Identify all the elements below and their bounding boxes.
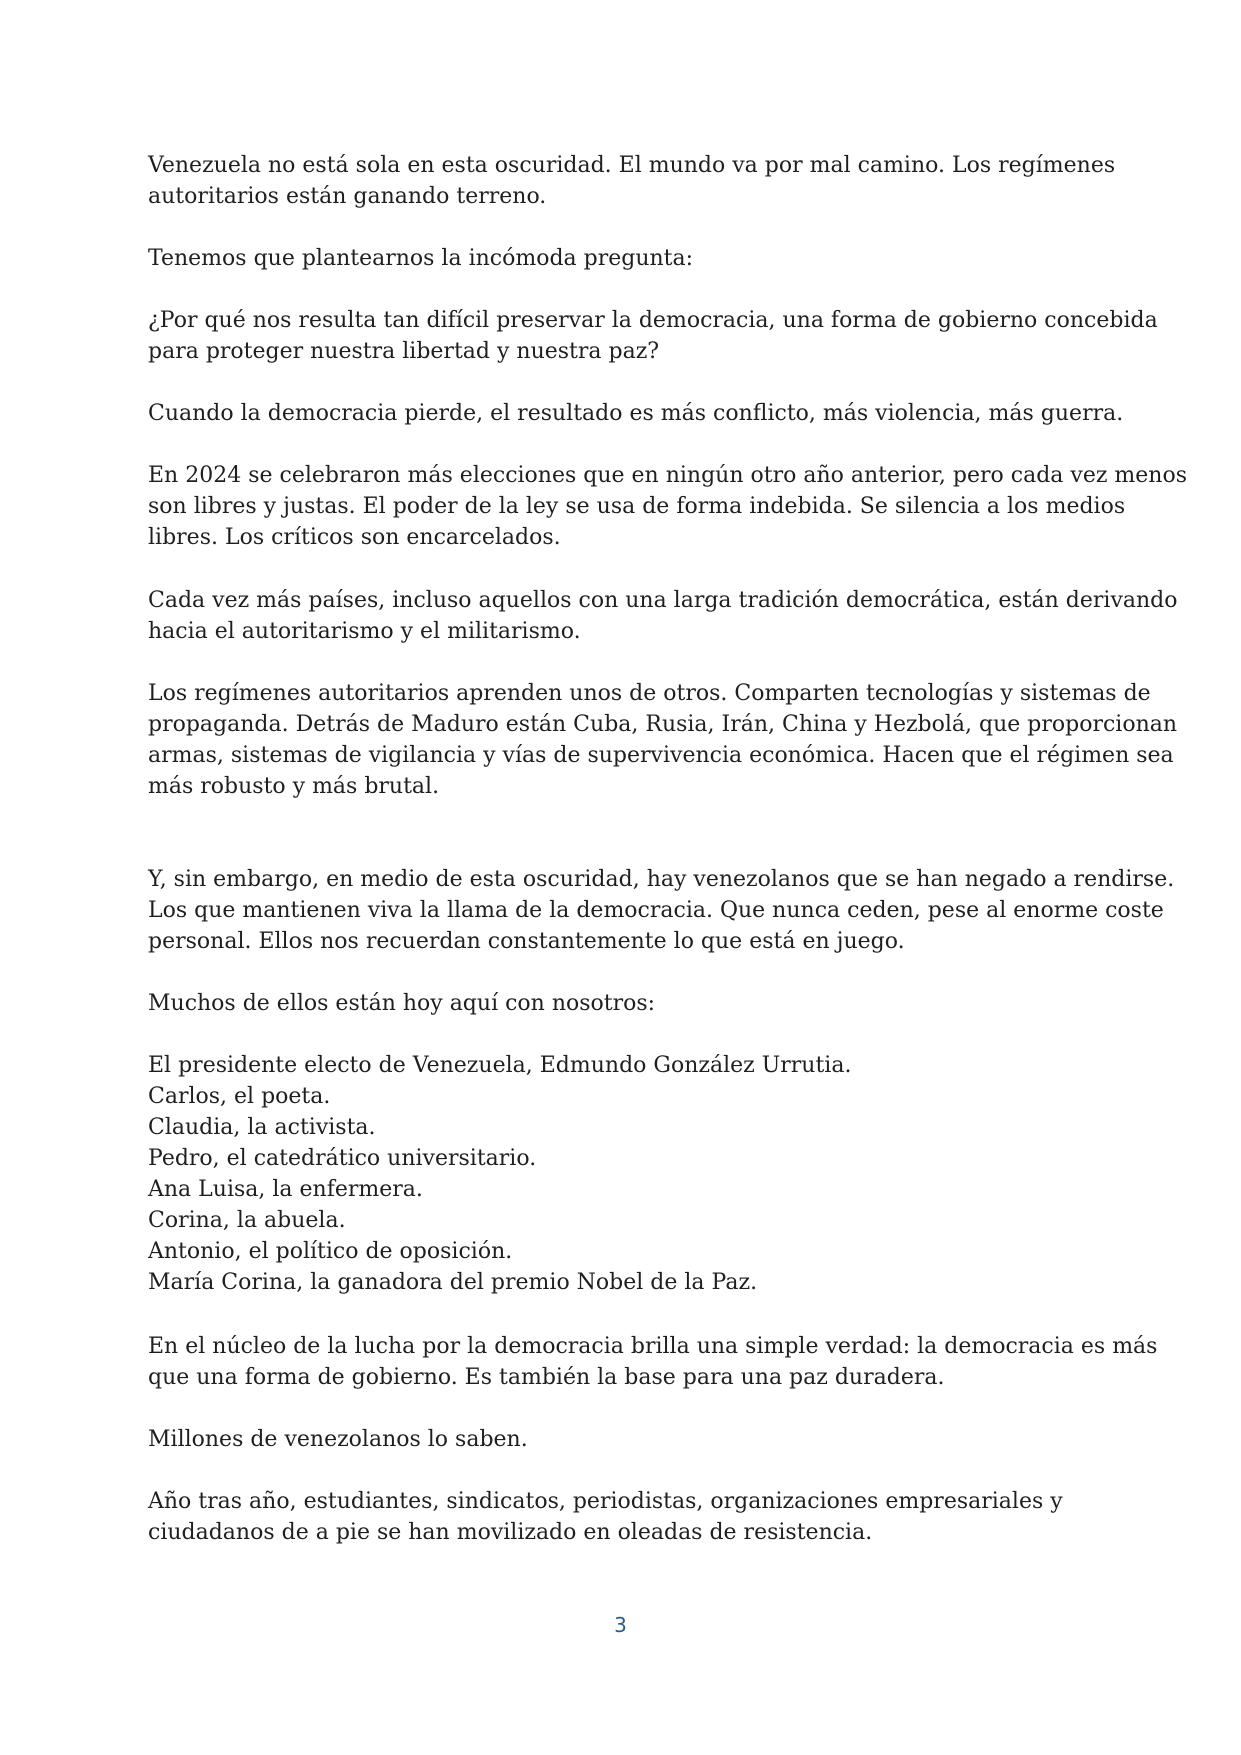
paragraph-line: Y, sin embargo, en medio de esta oscuridad, hay venezolanos que se han negado a rendirse. [148, 867, 1175, 892]
paragraph-line: En el núcleo de la lucha por la democracia brilla una simple verdad: la democracia es más [148, 1334, 1158, 1359]
paragraph-line: Los que mantienen viva la llama de la democracia. Que nunca ceden, pese al enorme coste [148, 898, 1164, 923]
paragraph-line: armas, sistemas de vigilancia y vías de supervivencia económica. Hacen que el régimen sea [148, 743, 1174, 768]
page-number: 3 [614, 1613, 627, 1637]
paragraph-line: libres. Los críticos son encarcelados. [148, 525, 561, 550]
list-item: Ana Luisa, la enfermera. [148, 1177, 423, 1202]
paragraph-4 [148, 398, 1124, 429]
paragraph-12 [148, 1424, 1108, 1455]
paragraph-line: hacia el autoritarismo y el militarismo. [148, 619, 581, 644]
paragraph-8 [148, 864, 1175, 957]
paragraph-9 [148, 988, 1108, 1019]
paragraph-line: más robusto y más brutal. [148, 774, 440, 799]
paragraph-5 [148, 460, 1188, 553]
paragraph-line: propaganda. Detrás de Maduro están Cuba, Rusia, Irán, China y Hezbolá, que proporcionan [148, 712, 1178, 737]
paragraph-line: Los regímenes autoritarios aprenden unos de otros. Comparten tecnologías y sistemas de [148, 681, 1151, 706]
paragraph-3 [148, 305, 1158, 367]
paragraph-line: Año tras año, estudiantes, sindicatos, periodistas, organizaciones empresariales y [148, 1489, 1063, 1514]
paragraph-line: para proteger nuestra libertad y nuestra paz? [148, 339, 660, 364]
list-item: Antonio, el político de oposición. [148, 1239, 513, 1264]
paragraph-2 [148, 243, 1108, 274]
paragraph-line: Tenemos que plantearnos la incómoda pregunta: [148, 246, 694, 271]
paragraph-1 [148, 150, 1116, 212]
paragraph-line: autoritarios están ganando terreno. [148, 184, 547, 209]
paragraph-line: Cuando la democracia pierde, el resultado es más conflicto, más violencia, más guerra. [148, 401, 1124, 426]
list-item: María Corina, la ganadora del premio Nobel de la Paz. [148, 1270, 758, 1295]
list-item: El presidente electo de Venezuela, Edmundo González Urrutia. [148, 1053, 852, 1078]
list-item: Carlos, el poeta. [148, 1084, 331, 1109]
paragraph-line: personal. Ellos nos recuerdan constantemente lo que está en juego. [148, 929, 905, 954]
paragraph-line: Venezuela no está sola en esta oscuridad. El mundo va por mal camino. Los regímenes [148, 153, 1116, 178]
paragraph-13 [148, 1486, 1108, 1548]
paragraph-7 [148, 678, 1178, 802]
paragraph-line: son libres y justas. El poder de la ley se usa de forma indebida. Se silencia a los medios [148, 494, 1126, 519]
paragraph-11 [148, 1331, 1158, 1393]
paragraph-line: Cada vez más países, incluso aquellos con una larga tradición democrática, están derivando [148, 588, 1178, 613]
paragraph-6 [148, 585, 1178, 647]
list-item: Claudia, la activista. [148, 1115, 376, 1140]
paragraph-line: que una forma de gobierno. Es también la base para una paz duradera. [148, 1365, 945, 1390]
paragraph-line: En 2024 se celebraron más elecciones que en ningún otro año anterior, pero cada vez menos [148, 463, 1188, 488]
list-item: Pedro, el catedrático universitario. [148, 1146, 537, 1171]
paragraph-line: Muchos de ellos están hoy aquí con nosotros: [148, 991, 656, 1016]
list-item: Corina, la abuela. [148, 1208, 346, 1233]
paragraph-line: ¿Por qué nos resulta tan difícil preservar la democracia, una forma de gobierno concebida [148, 308, 1158, 333]
paragraph-line: ciudadanos de a pie se han movilizado en oleadas de resistencia. [148, 1520, 873, 1545]
paragraph-line: Millones de venezolanos lo saben. [148, 1427, 528, 1452]
names-list [148, 1050, 1108, 1298]
